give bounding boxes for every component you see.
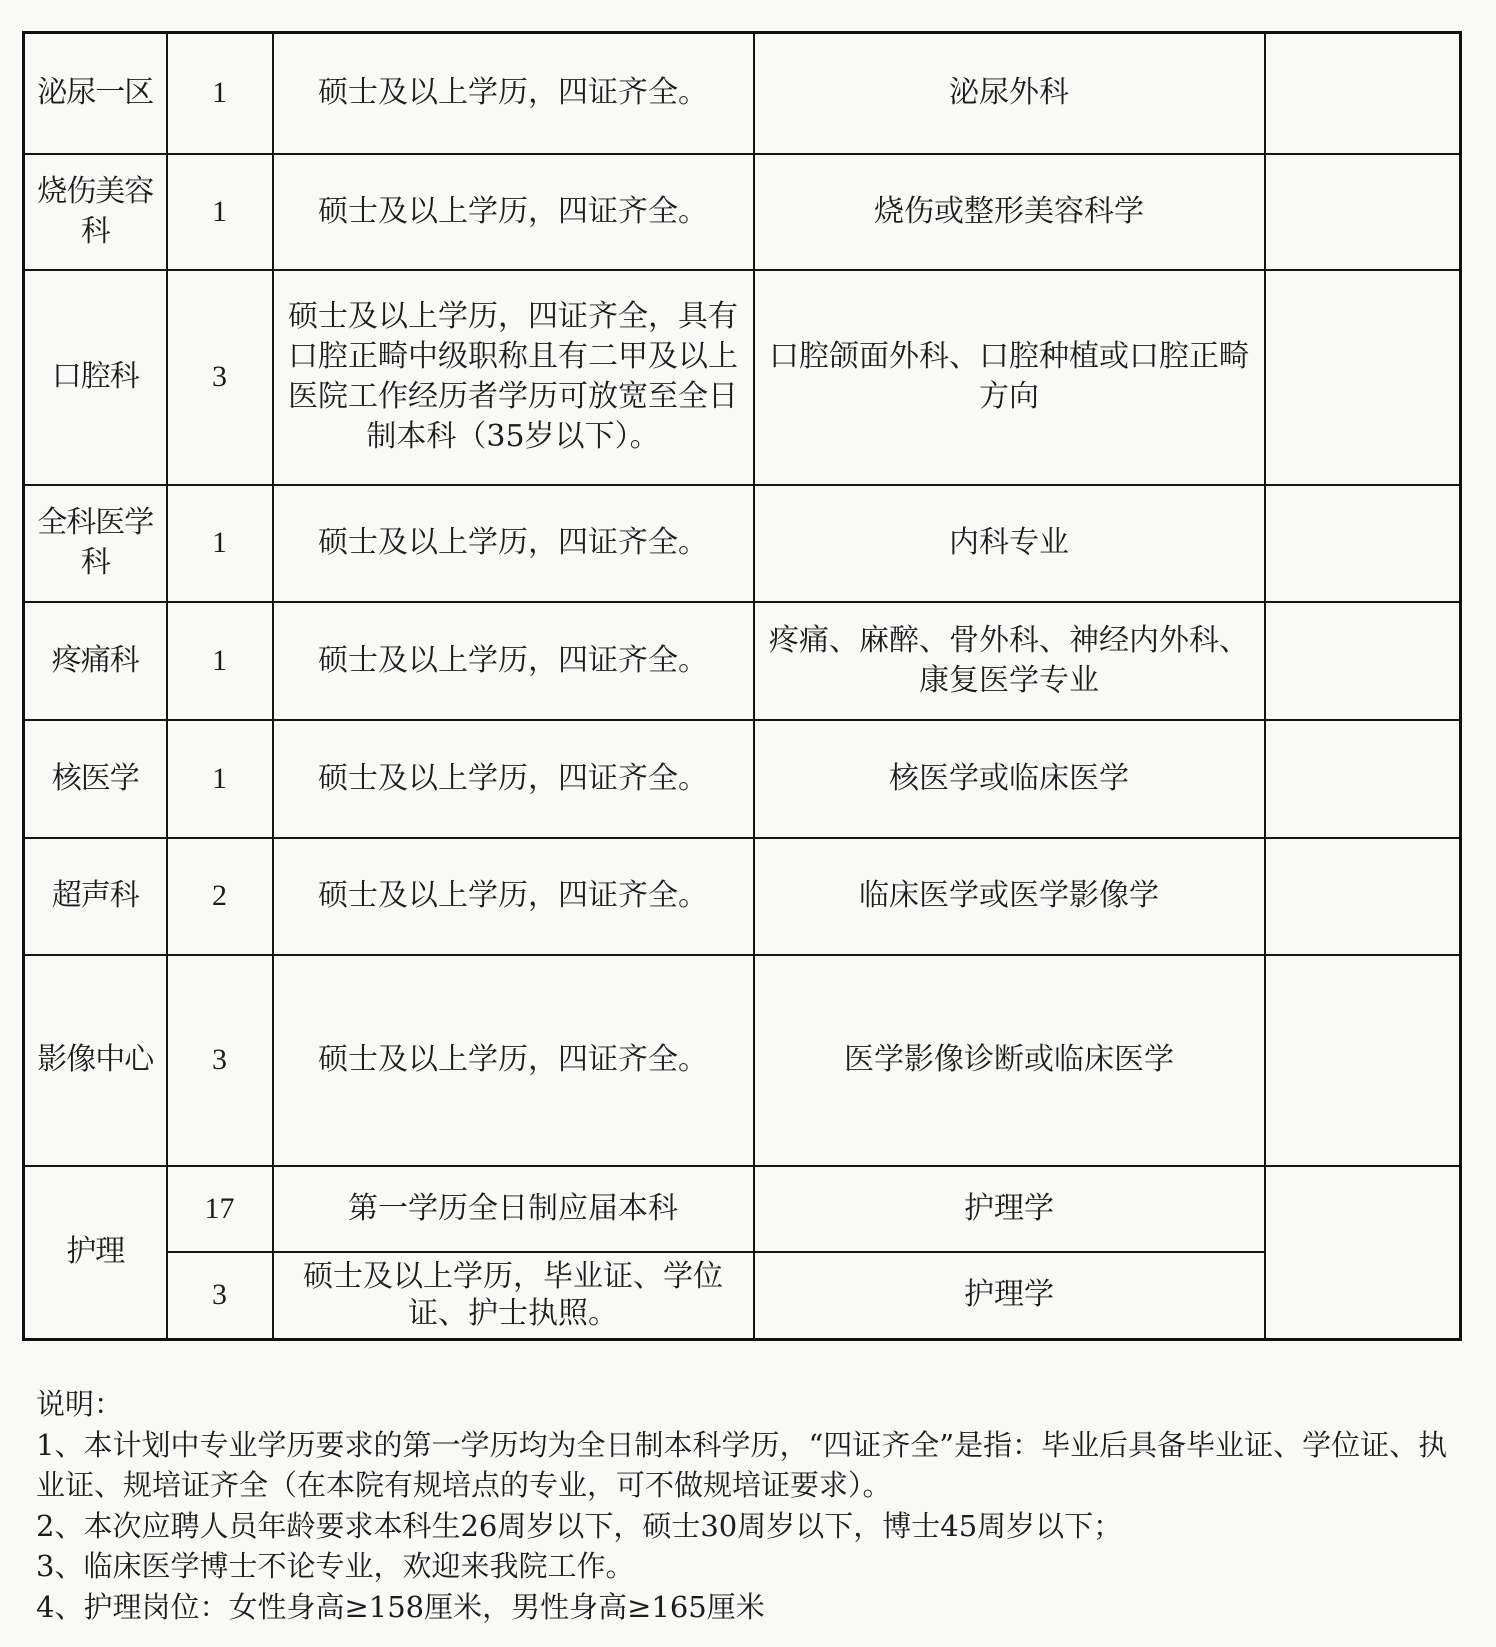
remark-cell: [1265, 955, 1461, 1166]
count-cell: 3: [167, 955, 273, 1166]
dept-cell: 烧伤美容科: [24, 154, 167, 270]
table-row: [24, 33, 1461, 154]
major-cell: 护理学: [754, 1252, 1265, 1340]
dept-cell: 影像中心: [24, 955, 167, 1166]
count-cell: 17: [167, 1166, 273, 1252]
dept-cell-nursing: 护理: [24, 1166, 167, 1340]
requirement-cell: 硕士及以上学历，四证齐全，具有口腔正畸中级职称且有二甲及以上医院工作经历者学历可放宽至全日制本科（35岁以下）。: [273, 270, 754, 485]
table-row: [24, 955, 1461, 1166]
major-cell: 烧伤或整形美容科学: [754, 154, 1265, 270]
remark-cell: [1265, 602, 1461, 720]
dept-cell: 口腔科: [24, 270, 167, 485]
notes-title: 说明：: [36, 1387, 124, 1421]
table-row: [24, 838, 1461, 955]
dept-cell: 超声科: [24, 838, 167, 955]
remark-cell: [1265, 485, 1461, 602]
major-cell: 医学影像诊断或临床医学: [754, 955, 1265, 1166]
remark-cell: [1265, 838, 1461, 955]
count-cell: 1: [167, 485, 273, 602]
table-row: [24, 270, 1461, 485]
nursing-row: [24, 1166, 1461, 1252]
count-cell: 1: [167, 602, 273, 720]
note-item: 1、本计划中专业学历要求的第一学历均为全日制本科学历，“四证齐全”是指：毕业后具备毕业证、学位证、执业证、规培证齐全（在本院有规培点的专业，可不做规培证要求）。: [36, 1427, 1448, 1502]
requirement-cell: 硕士及以上学历，四证齐全。: [273, 602, 754, 720]
major-cell: 泌尿外科: [754, 33, 1265, 154]
note-item: 3、临床医学博士不论专业，欢迎来我院工作。: [36, 1549, 635, 1583]
dept-cell: 全科医学科: [24, 485, 167, 602]
dept-cell: 核医学: [24, 720, 167, 838]
table-row: [24, 154, 1461, 270]
requirement-cell: 硕士及以上学历，四证齐全。: [273, 154, 754, 270]
major-cell: 核医学或临床医学: [754, 720, 1265, 838]
remark-cell-nursing: [1265, 1166, 1461, 1340]
requirement-cell: 第一学历全日制应届本科: [273, 1166, 754, 1252]
nursing-row: [24, 1252, 1461, 1340]
remark-cell: [1265, 33, 1461, 154]
major-cell: 内科专业: [754, 485, 1265, 602]
table-row: [24, 485, 1461, 602]
requirement-cell: 硕士及以上学历，四证齐全。: [273, 485, 754, 602]
table-row: [24, 720, 1461, 838]
note-item: 2、本次应聘人员年龄要求本科生26周岁以下，硕士30周岁以下，博士45周岁以下；: [36, 1508, 1123, 1543]
requirement-cell: 硕士及以上学历，毕业证、学位证、护士执照。: [273, 1252, 754, 1340]
requirement-cell: 硕士及以上学历，四证齐全。: [273, 720, 754, 838]
requirement-cell: 硕士及以上学历，四证齐全。: [273, 33, 754, 154]
count-cell: 1: [167, 33, 273, 154]
remark-cell: [1265, 270, 1461, 485]
remark-cell: [1265, 720, 1461, 838]
dept-cell: 疼痛科: [24, 602, 167, 720]
major-cell: 口腔颌面外科、口腔种植或口腔正畸方向: [754, 270, 1265, 485]
requirement-cell: 硕士及以上学历，四证齐全。: [273, 955, 754, 1166]
requirement-cell: 硕士及以上学历，四证齐全。: [273, 838, 754, 955]
notes-section: [36, 1384, 1466, 1627]
major-cell: 临床医学或医学影像学: [754, 838, 1265, 955]
count-cell: 1: [167, 720, 273, 838]
major-cell: 护理学: [754, 1166, 1265, 1252]
remark-cell: [1265, 154, 1461, 270]
table-row: [24, 602, 1461, 720]
note-item: 4、护理岗位：女性身高≥158厘米，男性身高≥165厘米: [36, 1589, 765, 1624]
major-cell: 疼痛、麻醉、骨外科、神经内外科、康复医学专业: [754, 602, 1265, 720]
recruitment-table: [22, 31, 1462, 1341]
count-cell: 3: [167, 270, 273, 485]
count-cell: 3: [167, 1252, 273, 1340]
dept-cell: 泌尿一区: [24, 33, 167, 154]
count-cell: 2: [167, 838, 273, 955]
count-cell: 1: [167, 154, 273, 270]
